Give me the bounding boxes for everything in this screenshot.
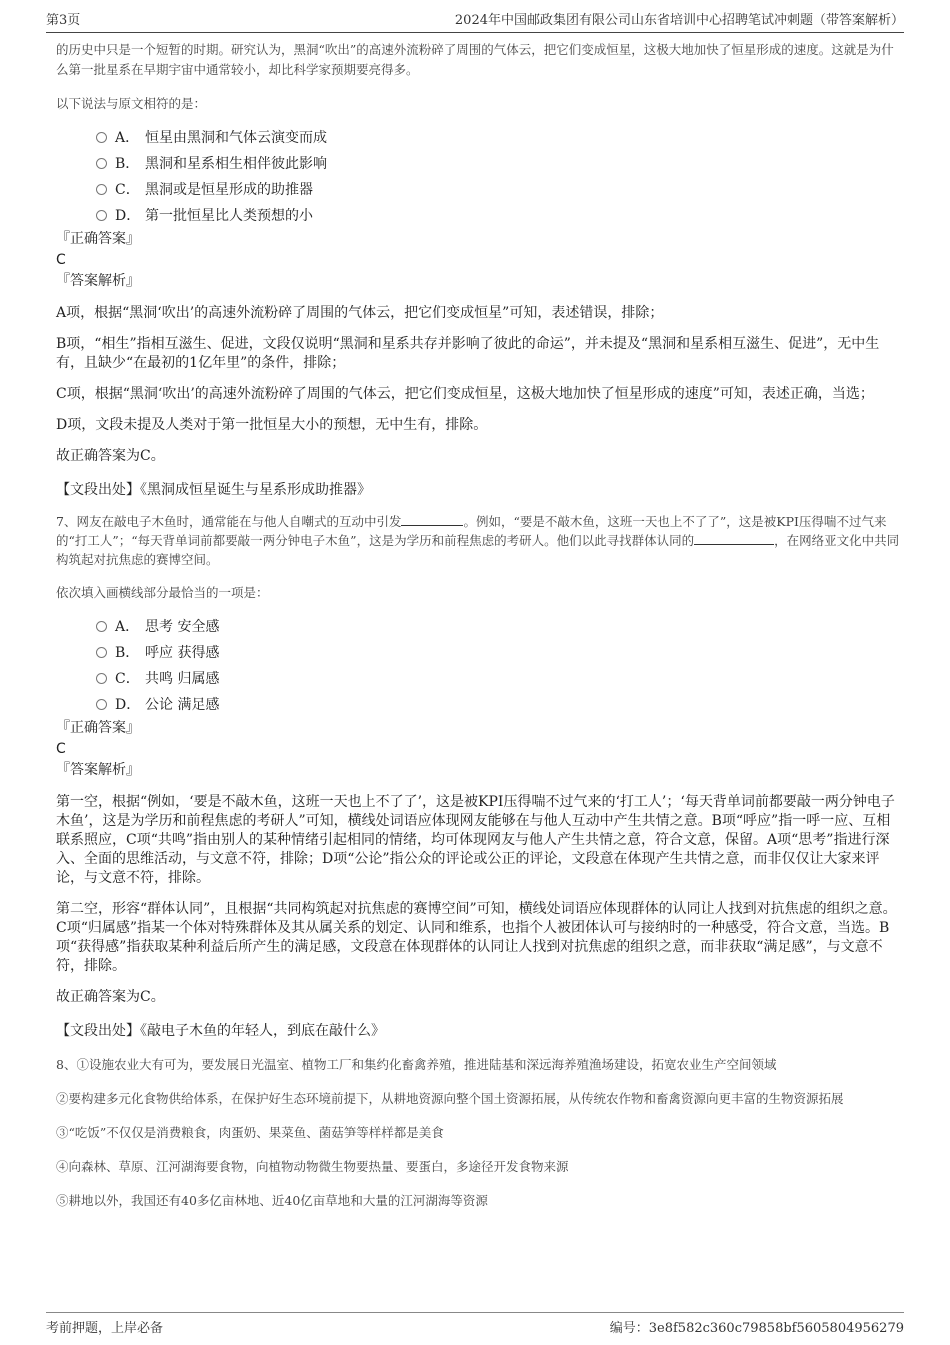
question-8-item: ④向森林、草原、江河湖海要食物，向植物动物微生物要热量、要蛋白，多途径开发食物来源 [56,1159,569,1174]
answer-value: C [56,741,66,757]
radio-icon[interactable] [96,184,107,195]
question-8-item: ②要构建多元化食物供给体系，在保护好生态环境前提下，从耕地资源向整个国土资源拓展，从传统农作物和畜禽资源向更丰富的生物资源拓展 [56,1091,844,1106]
analysis-paragraph: B项，“相生”指相互滋生、促进，文段仅说明“黑洞和星系共存并影响了彼此的命运”，并未提及“黑洞和星系相互滋生、促进”，无中生有，且缺少“在最初的1亿年里”的条件，排除； [56,336,880,371]
question-8-item: ⑤耕地以外，我国还有40多亿亩林地、近40亿亩草地和大量的江河湖海等资源 [56,1193,488,1208]
analysis-paragraph: 第一空，根据“例如，‘要是不敲木鱼，这班一天也上不了了’，这是被KPI压得喘不过气来的‘打工人’；‘每天背单词前都要敲一两分钟电子木鱼’，这是为学历和前程焦虑的考研人”可知，横线处词语应体现网友能够在与他人互动中产生共情之意。B项“呼应”指一呼一应、互相联系照应，C项“共鸣”指由别人的某种情绪引起相同的情绪，均可体现网友与他人产生共情之意，符合文意，保留。A项“思考”指进行深入、全面的思维活动，与文意不符，排除；D项“公论”指公众的评论或公正的评论，文段意在体现产生共情之意，而非仅仅让大家来评论，与文意不符，排除。 [56,794,895,886]
analysis-paragraph: A项，根据“黑洞‘吹出’的高速外流粉碎了周围的气体云，把它们变成恒星”可知，表述错误，排除； [56,305,664,321]
option-d[interactable]: D． 第一批恒星比人类预想的小 [96,202,904,228]
question-8-item: ③“吃饭”不仅仅是消费粮食，肉蛋奶、果菜鱼、菌菇笋等样样都是美食 [56,1125,444,1140]
page-footer [46,1312,904,1336]
analysis-paragraph: 第二空，形容“群体认同”，且根据“共同构筑起对抗焦虑的赛博空间”可知，横线处词语应体现群体的认同让人找到对抗焦虑的组织之意。C项“归属感”指某一个体对特殊群体及其从属关系的划定、认同和维系，也指个人被团体认可与接纳时的一种感受，符合文意，当选。B项“获得感”指获取某种利益后所产生的满足感，文段意在体现群体的认同让人找到对抗焦虑的组织之意，而非获取“满足感”，与文意不符，排除。 [56,901,897,974]
footer-slogan: 考前押题，上岸必备 [46,1321,164,1336]
document-body [56,40,904,1211]
passage-source: 【文段出处】《敲电子木鱼的年轻人，到底在敲什么》 [56,1023,385,1039]
analysis-paragraph: D项，文段未提及人类对于第一批恒星大小的预想，无中生有，排除。 [56,417,488,433]
option-c[interactable]: C． 共鸣 归属感 [96,665,904,691]
question-prompt: 依次填入画横线部分最恰当的一项是： [56,585,269,600]
page-number: 第3页 [46,13,81,28]
radio-icon[interactable] [96,132,107,143]
radio-icon[interactable] [96,647,107,658]
fill-blank [694,532,774,545]
analysis-label: 『答案解析』 [56,762,140,778]
radio-icon[interactable] [96,158,107,169]
answer-value: C [56,252,66,268]
analysis-label: 『答案解析』 [56,273,140,289]
page-header [46,12,904,33]
question-8-item: 8、①设施农业大有可为，要发展日光温室、植物工厂和集约化畜禽养殖，推进陆基和深远海养殖渔场建设，拓宽农业生产空间领域 [56,1057,777,1072]
option-b[interactable]: B． 呼应 获得感 [96,639,904,665]
radio-icon[interactable] [96,699,107,710]
analysis-paragraph: C项，根据“黑洞‘吹出’的高速外流粉碎了周围的气体云，把它们变成恒星，这极大地加快了恒星形成的速度”可知，表述正确，当选； [56,386,874,402]
option-b[interactable]: B． 黑洞和星系相生相伴彼此影响 [96,150,904,176]
document-id: 编号：3e8f582c360c79858bf5605804956279 [609,1321,904,1336]
analysis-conclusion: 故正确答案为C。 [56,448,165,464]
fill-blank [401,513,463,526]
option-a[interactable]: A． 思考 安全感 [96,613,904,639]
question-options [96,613,904,717]
question-prompt: 以下说法与原文相符的是： [56,96,207,111]
radio-icon[interactable] [96,210,107,221]
option-a[interactable]: A． 恒星由黑洞和气体云演变而成 [96,124,904,150]
answer-label: 『正确答案』 [56,231,140,247]
option-d[interactable]: D． 公论 满足感 [96,691,904,717]
radio-icon[interactable] [96,673,107,684]
passage-source: 【文段出处】《黑洞成恒星诞生与星系形成助推器》 [56,482,371,498]
question-7-text: 7、网友在敲电子木鱼时，通常能在与他人自嘲式的互动中引发 。例如，“要是不敲木鱼，这班一天也上不了了”，这是被KPI压得喘不过气来的“打工人”；“每天背单词前都要敲一两分钟电子木鱼”，这是为学历和前程焦虑的考研人。他们以此寻找群体认同的 ，在网络亚文化中共同构筑起对抗焦虑的赛博空间。 [56,514,900,567]
radio-icon[interactable] [96,621,107,632]
analysis-conclusion: 故正确答案为C。 [56,989,165,1005]
question-options [96,124,904,228]
document-title: 2024年中国邮政集团有限公司山东省培训中心招聘笔试冲刺题（带答案解析） [454,13,904,28]
option-c[interactable]: C． 黑洞或是恒星形成的助推器 [96,176,904,202]
passage-text: 的历史中只是一个短暂的时期。研究认为，黑洞“吹出”的高速外流粉碎了周围的气体云，把它们变成恒星，这极大地加快了恒星形成的速度。这就是为什么第一批星系在早期宇宙中通常较小，却比科学家预期要亮得多。 [56,42,894,77]
answer-label: 『正确答案』 [56,720,140,736]
